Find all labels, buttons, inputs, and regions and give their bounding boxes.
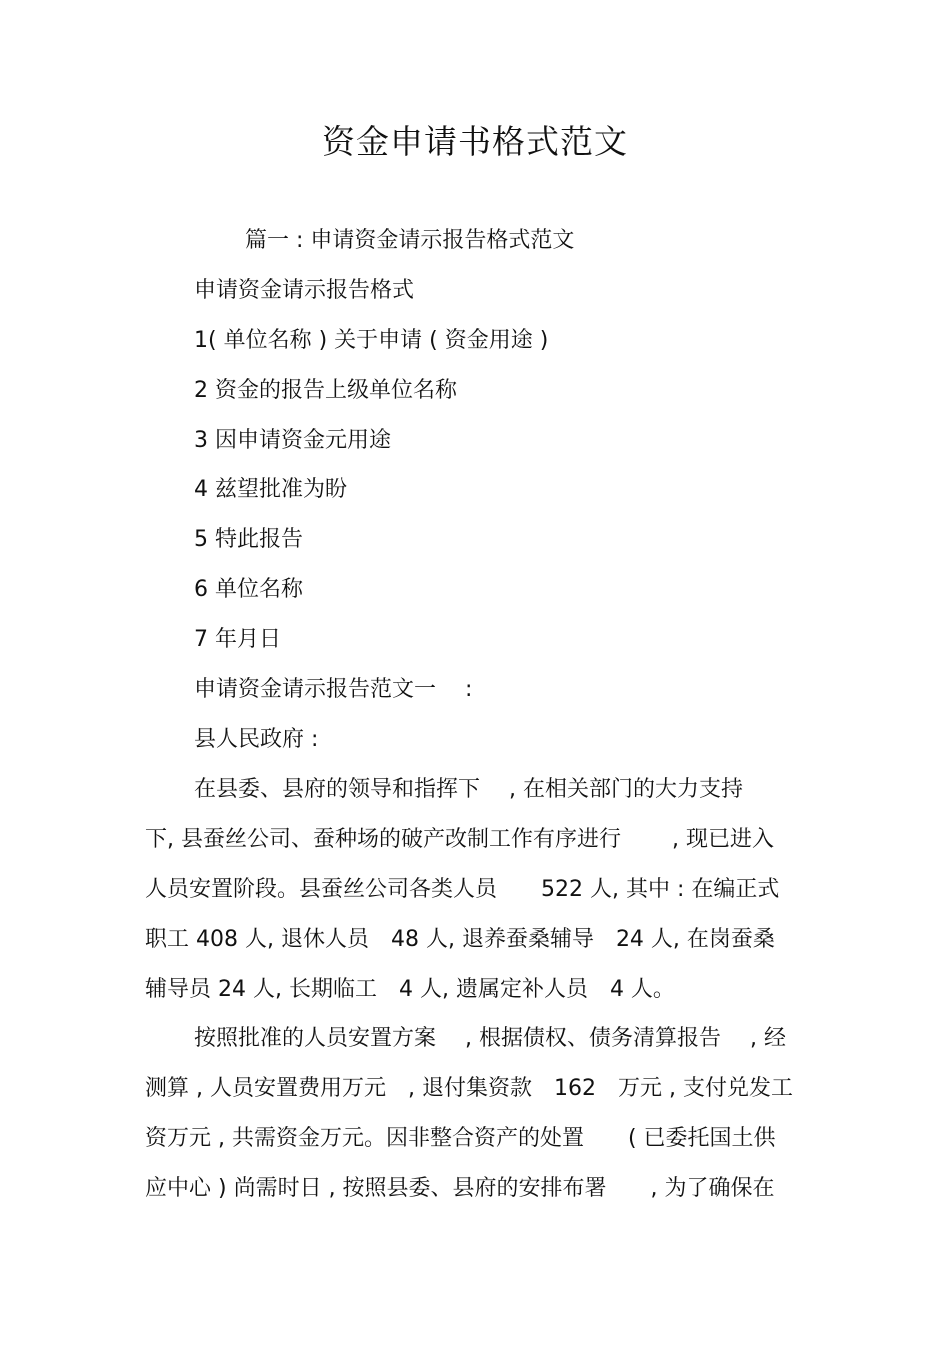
- format-item-3: 3 因申请资金元用途: [194, 428, 391, 453]
- format-item-7: 7 年月日: [194, 627, 281, 652]
- format-item-2: 2 资金的报告上级单位名称: [194, 378, 457, 403]
- paragraph1-line-4: 职工 408 人, 退休人员 48 人, 退养蚕桑辅导 24 人, 在岗蚕桑: [145, 927, 775, 952]
- paragraph2-line-3: 资万元 , 共需资金万元。因非整合资产的处置 ( 已委托国土供: [145, 1126, 776, 1151]
- paragraph2-line-2: 测算 , 人员安置费用万元 , 退付集资款 162 万元 , 支付兑发工: [145, 1076, 793, 1101]
- format-item-1: 1( 单位名称 ) 关于申请 ( 资金用途 ): [194, 328, 549, 353]
- paragraph1-line-5: 辅导员 24 人, 长期临工 4 人, 遗属定补人员 4 人。: [145, 977, 675, 1002]
- paragraph1-line-2: 下, 县蚕丝公司、蚕种场的破产改制工作有序进行 , 现已进入: [145, 827, 774, 852]
- addressee: 县人民政府 :: [194, 727, 319, 752]
- format-item-4: 4 兹望批准为盼: [194, 477, 347, 502]
- format-heading: 申请资金请示报告格式: [194, 278, 415, 303]
- paragraph1-line-3: 人员安置阶段。县蚕丝公司各类人员 522 人, 其中 : 在编正式: [145, 877, 780, 902]
- example-heading: 申请资金请示报告范文一 :: [194, 677, 473, 702]
- document-title: 资金申请书格式范文: [322, 122, 628, 161]
- paragraph1-line-1: 在县委、县府的领导和指挥下 , 在相关部门的大力支持: [194, 777, 743, 802]
- section-heading: 篇一 : 申请资金请示报告格式范文: [245, 228, 575, 253]
- paragraph2-line-4: 应中心 ) 尚需时日 , 按照县委、县府的安排布署 , 为了确保在: [145, 1176, 775, 1201]
- format-item-6: 6 单位名称: [194, 577, 303, 602]
- format-item-5: 5 特此报告: [194, 527, 303, 552]
- paragraph2-line-1: 按照批准的人员安置方案 , 根据债权、债务清算报告 , 经: [194, 1026, 786, 1051]
